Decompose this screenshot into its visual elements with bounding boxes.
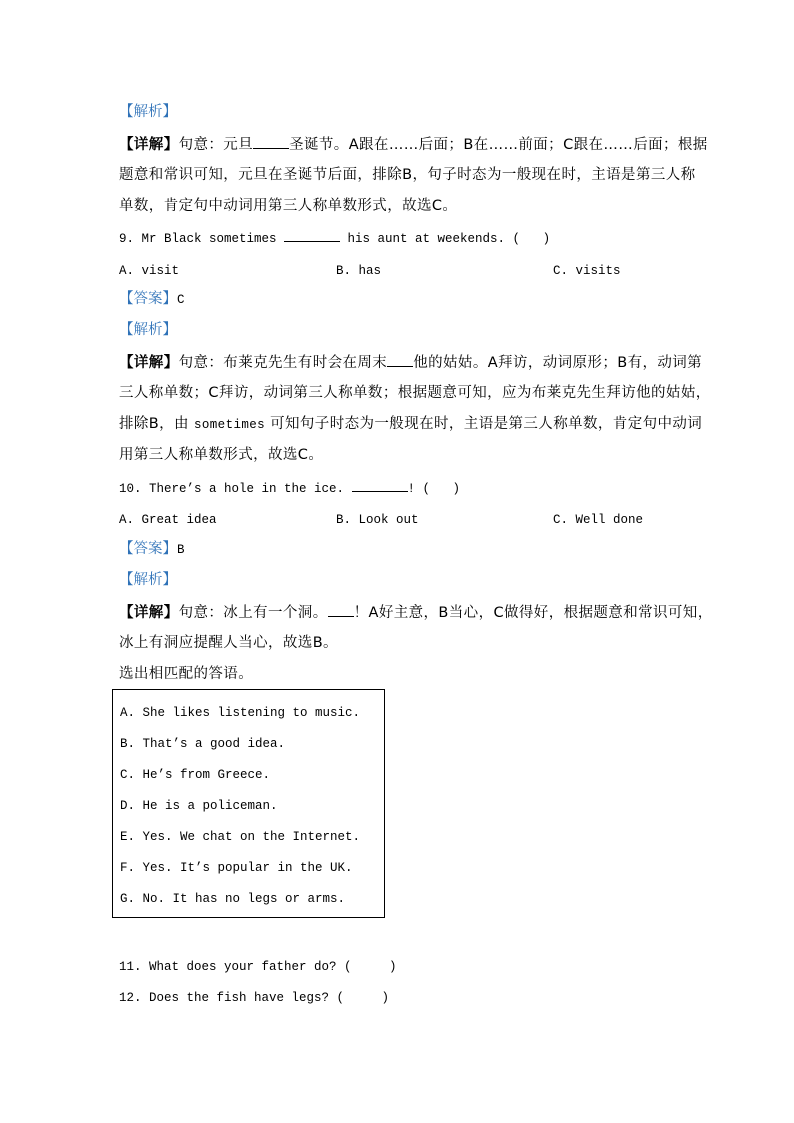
detail-text: 可知句子时态为一般现在时，主语是第三人称单数，肯定句中动词: [265, 416, 703, 432]
question-12: 12. Does the fish have legs? ( ): [119, 991, 390, 1005]
question-9-stem: [119, 229, 550, 249]
question-10-option-c: C. Well done: [553, 513, 644, 527]
detail-paragraph-line: 单数，肯定句中动词用第三人称单数形式，故选C。: [119, 198, 458, 214]
detail-text: 句意：冰上有一个洞。: [178, 605, 328, 621]
choice-d: D. He is a policeman.: [120, 799, 278, 813]
choice-g: G. No. It has no legs or arms.: [120, 892, 346, 906]
detail-paragraph-line: [119, 414, 702, 435]
detail-paragraph-line: [119, 134, 708, 155]
answer-tag: 【答案】: [119, 291, 177, 307]
question-11: 11. What does your father do? ( ): [119, 960, 397, 974]
choice-f: F. Yes. It’s popular in the UK.: [120, 861, 353, 875]
detail-text: ！A好主意，B当心，C做得好，根据题意和常识可知，: [353, 605, 713, 621]
detail-paragraph-line: 冰上有洞应提醒人当心，故选B。: [119, 635, 338, 651]
detail-text-en: sometimes: [193, 418, 266, 432]
question-10-answer: [119, 539, 185, 560]
stem-text: his aunt at weekends. ( ): [340, 232, 551, 246]
blank: [253, 134, 289, 149]
detail-paragraph-line: 三人称单数；C拜访，动词第三人称单数；根据题意可知，应为布莱克先生拜访他的姑姑，: [119, 385, 711, 401]
question-10-option-b: B. Look out: [336, 513, 419, 527]
detail-text: 句意：元旦: [178, 137, 254, 153]
stem-text: 10. There’s a hole in the ice.: [119, 482, 352, 496]
analysis-tag: 【解析】: [119, 104, 177, 120]
answer-value: C: [177, 293, 185, 307]
blank: [352, 479, 408, 492]
detail-text: 排除B，由: [119, 416, 194, 432]
detail-tag: 【详解】: [119, 137, 179, 153]
detail-text: 圣诞节。A跟在……后面；B在……前面；C跟在……后面；根据: [289, 137, 708, 153]
detail-paragraph-line: 题意和常识可知，元旦在圣诞节后面，排除B，句子时态为一般现在时，主语是第三人称: [119, 167, 696, 183]
question-9-option-c: C. visits: [553, 264, 621, 278]
choice-a: A. She likes listening to music.: [120, 706, 361, 720]
detail-paragraph-line: 用第三人称单数形式，故选C。: [119, 447, 324, 463]
matching-choices-box: [112, 689, 385, 918]
answer-value: B: [177, 543, 185, 557]
question-10-option-a: A. Great idea: [119, 513, 217, 527]
stem-text: 9. Mr Black sometimes: [119, 232, 285, 246]
answer-tag: 【答案】: [119, 541, 177, 557]
detail-paragraph-line: [119, 352, 702, 373]
question-9-option-a: A. visit: [119, 264, 180, 278]
detail-tag: 【详解】: [119, 355, 179, 371]
choice-b: B. That’s a good idea.: [120, 737, 286, 751]
question-9-option-b: B. has: [336, 264, 382, 278]
choice-e: E. Yes. We chat on the Internet.: [120, 830, 361, 844]
blank: [387, 352, 413, 367]
matching-instruction: 选出相匹配的答语。: [119, 666, 254, 682]
question-9-answer: [119, 289, 185, 310]
analysis-tag: 【解析】: [119, 322, 177, 338]
analysis-tag: 【解析】: [119, 572, 177, 588]
detail-tag: 【详解】: [119, 605, 179, 621]
detail-paragraph-line: [119, 602, 713, 623]
detail-text: 他的姑姑。A拜访，动词原形；B有，动词第: [413, 355, 703, 371]
stem-text: ! ( ): [407, 482, 461, 496]
detail-text: 句意：布莱克先生有时会在周末: [178, 355, 388, 371]
blank: [328, 602, 354, 617]
blank: [284, 229, 340, 242]
choice-c: C. He’s from Greece.: [120, 768, 271, 782]
question-10-stem: [119, 479, 460, 499]
